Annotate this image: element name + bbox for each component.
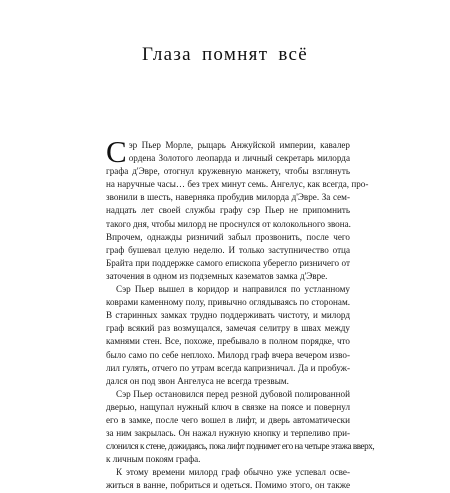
text-line: ордена Золотого леопарда и личный секретарь милорда bbox=[128, 153, 350, 164]
text-line: дверью, нащупал нужный ключ в связке на поясе и повернул bbox=[106, 401, 350, 412]
text-line: заточения в одном из подземных казематов замка д'Эвре. bbox=[106, 270, 328, 281]
text-line: эр Пьер Морле, рыцарь Анжуйской империи, кавалер bbox=[128, 140, 350, 150]
text-line: камнями стен. Все, похоже, пребывало в полном порядке, что bbox=[106, 336, 350, 347]
text-line: Сэр Пьер вышел в коридор и направился по устланному bbox=[116, 284, 350, 295]
text-line: его в замке, после чего вошел в лифт, и дверь автоматически bbox=[106, 414, 350, 425]
text-line: было само по себе неплохо. Милорд граф вчера вечером изво- bbox=[106, 349, 350, 360]
text-line: на наручные часы… без трех минут семь. Ангелус, как всегда, про- bbox=[106, 179, 369, 190]
chapter-title: Глаза помнят всё bbox=[142, 44, 308, 65]
text-line: слонился к стене, дожидаясь, пока лифт поднимет его на четыре этажа вверх, bbox=[106, 441, 375, 452]
text-line: Брайта при поддержке самого епископа уберегло ризничего от bbox=[106, 257, 350, 268]
text-line: за ним закрылась. Он нажал нужную кнопку и терпеливо при- bbox=[106, 428, 350, 439]
body-text bbox=[106, 134, 375, 493]
text-line: к личным покоям графа. bbox=[106, 454, 201, 465]
text-line: граф всякий раз возмущался, замечая селитру в швах между bbox=[106, 323, 350, 334]
text-line: граф бушевал целую неделю. И только заступничество отца bbox=[106, 244, 350, 255]
text-line: В старинных замках трудно поддерживать чистоту, и милорд bbox=[106, 310, 350, 321]
text-line: лил гулять, отчего по утрам всегда капризничал. Да и пробуж- bbox=[106, 362, 350, 373]
drop-cap: С bbox=[106, 134, 127, 169]
text-line: житься в ванне, побриться и одеться. Помимо этого, он также bbox=[106, 480, 350, 491]
text-line: Впрочем, однажды ризничий забыл прозвонить, после чего bbox=[106, 231, 350, 242]
text-line: дался он под звон Ангелуса не всегда трезвым. bbox=[106, 375, 289, 386]
text-line: Сэр Пьер остановился перед резной дубовой полированной bbox=[116, 388, 350, 399]
text-line: коврами каменному полу, привычно оглядываясь по сторонам. bbox=[106, 297, 350, 308]
text-line: К этому времени милорд граф обычно уже успевал осве- bbox=[116, 467, 350, 478]
text-line: такого дня, чтобы милорд не проснулся от колокольного звона. bbox=[106, 218, 351, 229]
text-line: графа д'Эвре, отогнул кружевную манжету, чтобы взглянуть bbox=[106, 166, 350, 177]
text-line: звонили в шесть, наверняка пробудив милорда д'Эвре. За сем- bbox=[106, 192, 350, 203]
text-line: надцать лет своей службы графу сэр Пьер не припомнить bbox=[106, 205, 350, 216]
